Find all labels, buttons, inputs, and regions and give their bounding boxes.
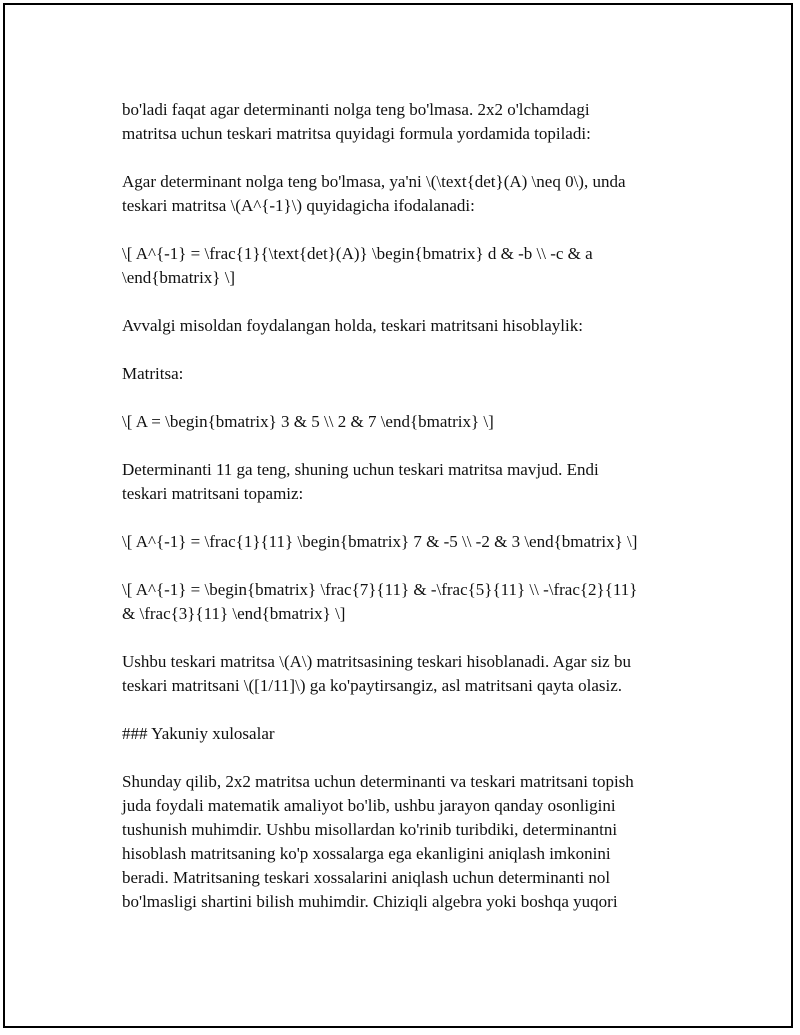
section-heading-conclusions: ### Yakuniy xulosalar bbox=[122, 724, 275, 743]
document-body bbox=[122, 98, 697, 938]
formula-matrix-a: \[ A = \begin{bmatrix} 3 & 5 \\ 2 & 7 \end{bmatrix} \] bbox=[122, 412, 494, 431]
paragraph-inverse-intro: bo'ladi faqat agar determinanti nolga teng bo'lmasa. 2x2 o'lchamdagi matritsa uchun teskari matritsa quyidagi formula yordamida topiladi: bbox=[122, 100, 591, 143]
paragraph-determinant-condition: Agar determinant nolga teng bo'lmasa, ya'ni \(\text{det}(A) \neq 0\), unda teskari matritsa \(A^{-1}\) quyidagicha ifodalanadi: bbox=[122, 172, 626, 215]
paragraph-determinant-value: Determinanti 11 ga teng, shuning uchun teskari matritsa mavjud. Endi teskari matritsani topamiz: bbox=[122, 460, 599, 503]
page-frame bbox=[3, 3, 793, 1028]
paragraph-conclusion: Shunday qilib, 2x2 matritsa uchun determinanti va teskari matritsani topish juda foydali matematik amaliyot bo'lib, ushbu jarayon qanday osonligini tushunish muhimdir. Ushbu misollardan ko'rinib turibdiki, determinantni hisoblash matritsaning ko'p xossalarga ega ekanligini aniqlash imkonini beradi. Matritsaning teskari xossalarini aniqlash uchun determinanti nol bo'lmasligi shartini bilish muhimdir. Chiziqli algebra yoki boshqa yuqori bbox=[122, 772, 634, 911]
formula-inverse-result: \[ A^{-1} = \begin{bmatrix} \frac{7}{11} & -\frac{5}{11} \\ -\frac{2}{11} & \frac{3}{11} \end{bmatrix} \] bbox=[122, 580, 638, 623]
formula-inverse-scaled: \[ A^{-1} = \frac{1}{11} \begin{bmatrix} 7 & -5 \\ -2 & 3 \end{bmatrix} \] bbox=[122, 532, 638, 551]
paragraph-matrix-label: Matritsa: bbox=[122, 364, 184, 383]
formula-inverse-general: \[ A^{-1} = \frac{1}{\text{det}(A)} \begin{bmatrix} d & -b \\ -c & a \end{bmatrix} \] bbox=[122, 244, 593, 287]
paragraph-inverse-explanation: Ushbu teskari matritsa \(A\) matritsasining teskari hisoblanadi. Agar siz bu teskari matritsani \([1/11]\) ga ko'paytirsangiz, asl matritsani qayta olasiz. bbox=[122, 652, 631, 695]
paragraph-example-intro: Avvalgi misoldan foydalangan holda, teskari matritsani hisoblaylik: bbox=[122, 316, 583, 335]
